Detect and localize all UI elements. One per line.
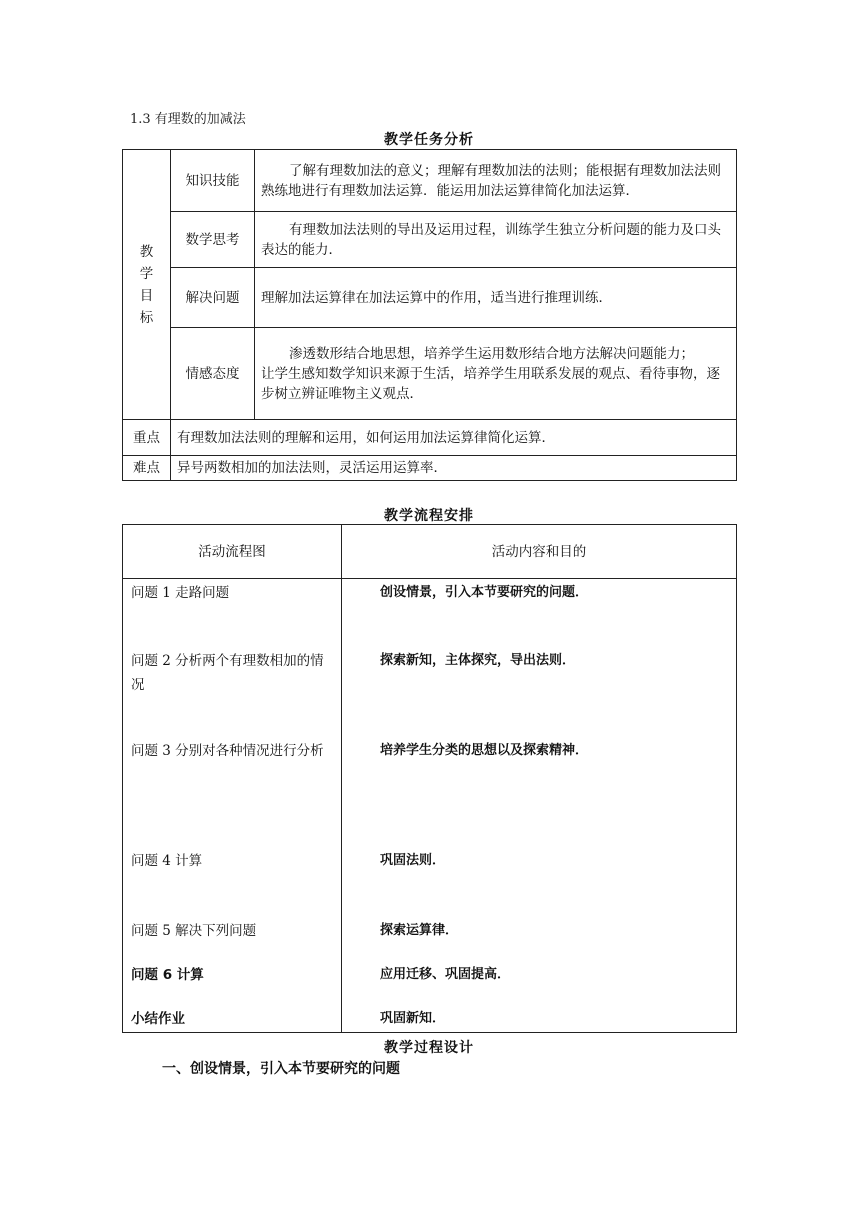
- flow-step-1: 问题 1 走路问题: [131, 585, 230, 601]
- goal-text-problem: 理解加法运算律在加法运算中的作用，适当进行推理训练．: [255, 268, 737, 328]
- key-point-text: 有理数加法法则的理解和运用，如何运用加法运算律简化运算．: [171, 420, 737, 456]
- teaching-goals-cell: 教 学 目 标: [123, 150, 171, 420]
- difficulty-text: 异号两数相加的加法法则，灵活运用运算率．: [171, 456, 737, 481]
- flow-step-7: 小结作业: [131, 1011, 185, 1027]
- task-analysis-title: 教学任务分析: [384, 132, 474, 148]
- flow-left-column: [123, 579, 342, 1033]
- flow-step-3: 问题 3 分别对各种情况进行分析: [131, 743, 324, 759]
- flow-left-header: 活动流程图: [123, 525, 342, 579]
- flow-step-4: 问题 4 计算: [131, 853, 203, 869]
- flow-title: 教学流程安排: [384, 508, 474, 524]
- key-point-label: 重点: [123, 420, 171, 456]
- flow-purpose-5: 探索运算律．: [380, 923, 459, 938]
- flow-table: [122, 524, 737, 1033]
- flow-purpose-4: 巩固法则．: [380, 853, 446, 868]
- goal-label-thinking: 数学思考: [171, 212, 255, 268]
- process-title: 教学过程设计: [384, 1040, 474, 1056]
- goal-text-thinking: 有理数加法法则的导出及运用过程，训练学生独立分析问题的能力及口头表达的能力．: [255, 212, 737, 268]
- flow-step-6: 问题 6 计算: [131, 967, 204, 983]
- flow-purpose-2: 探索新知，主体探究，导出法则．: [380, 653, 576, 668]
- flow-step-2: 问题 2 分析两个有理数相加的情况: [131, 653, 324, 693]
- goal-label-attitude: 情感态度: [171, 328, 255, 420]
- flow-purpose-7: 巩固新知．: [380, 1011, 446, 1026]
- goal-text-knowledge: 了解有理数加法的意义；理解有理数加法的法则；能根据有理数加法法则熟练地进行有理数加法运算．能运用加法运算律简化加法运算．: [255, 150, 737, 212]
- difficulty-label: 难点: [123, 456, 171, 481]
- flow-right-column: [342, 579, 737, 1033]
- task-analysis-table: [122, 149, 737, 481]
- flow-right-header: 活动内容和目的: [342, 525, 737, 579]
- section-header: 1.3 有理数的加减法: [130, 112, 246, 127]
- flow-step-5: 问题 5 解决下列问题: [131, 923, 257, 939]
- flow-purpose-6: 应用迁移、巩固提高．: [380, 967, 511, 982]
- goal-label-knowledge: 知识技能: [171, 150, 255, 212]
- flow-purpose-3: 培养学生分类的思想以及探索精神．: [380, 743, 589, 758]
- process-section-1-heading: 一、创设情景，引入本节要研究的问题: [162, 1061, 400, 1077]
- goal-label-problem: 解决问题: [171, 268, 255, 328]
- goal-text-attitude: 渗透数形结合地思想，培养学生运用数形结合地方法解决问题能力； 让学生感知数学知识来源于生活，培养学生用联系发展的观点、看待事物，逐步树立辨证唯物主义观点．: [255, 328, 737, 420]
- flow-purpose-1: 创设情景，引入本节要研究的问题．: [380, 585, 589, 600]
